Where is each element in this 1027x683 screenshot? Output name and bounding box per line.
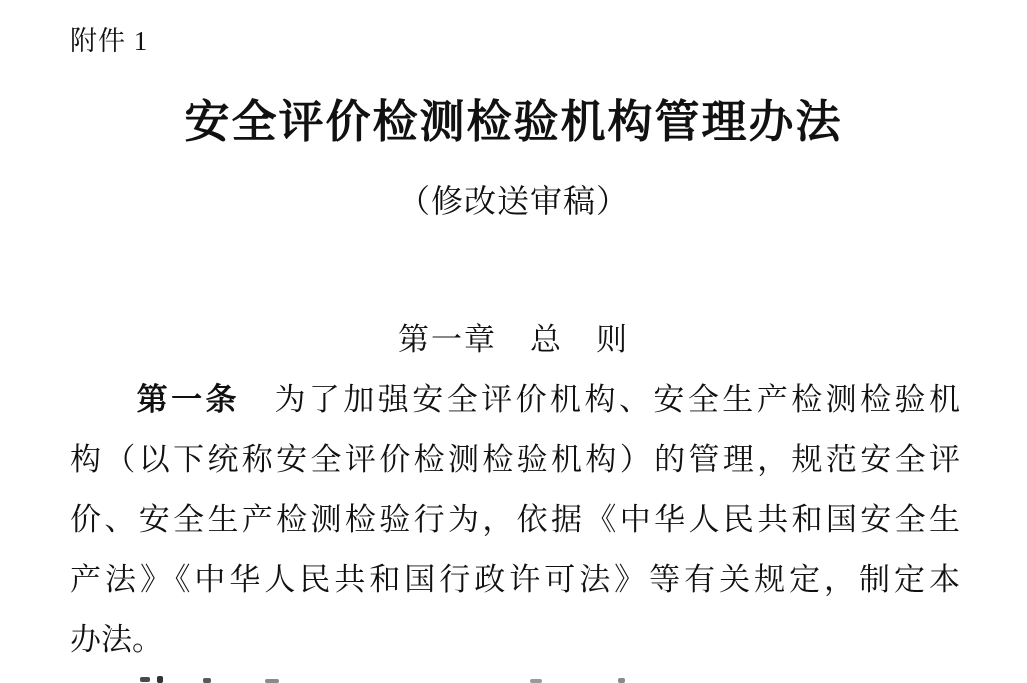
text-stroke-fragment <box>530 679 542 683</box>
text-stroke-fragment <box>140 677 150 682</box>
text-stroke-fragment <box>157 676 163 683</box>
article-number: 第一条 <box>136 382 240 417</box>
paragraph-line <box>70 370 960 430</box>
text-stroke-fragment <box>618 678 625 683</box>
text-stroke-fragment <box>203 678 211 683</box>
document-title: 安全评价检测检验机构管理办法 <box>184 97 843 147</box>
clipped-next-line-fragments <box>0 674 1027 683</box>
paragraph-line: 产法》《中华人民共和国行政许可法》等有关规定，制定本 <box>70 562 960 597</box>
attachment-label: 附件 1 <box>70 26 149 56</box>
paragraph-line: 构（以下统称安全评价检测检验机构）的管理，规范安全评 <box>70 442 960 477</box>
article-paragraph <box>70 370 960 670</box>
paragraph-line: 价、安全生产检测检验行为，依据《中华人民共和国安全生 <box>70 502 960 537</box>
chapter-heading: 第一章 总 则 <box>398 322 629 357</box>
paragraph-line-text: 为了加强安全评价机构、安全生产检测检验机 <box>240 382 961 417</box>
text-stroke-fragment <box>265 679 279 683</box>
paragraph-line: 办法。 <box>70 622 163 657</box>
document-subtitle: （修改送审稿） <box>397 183 629 219</box>
